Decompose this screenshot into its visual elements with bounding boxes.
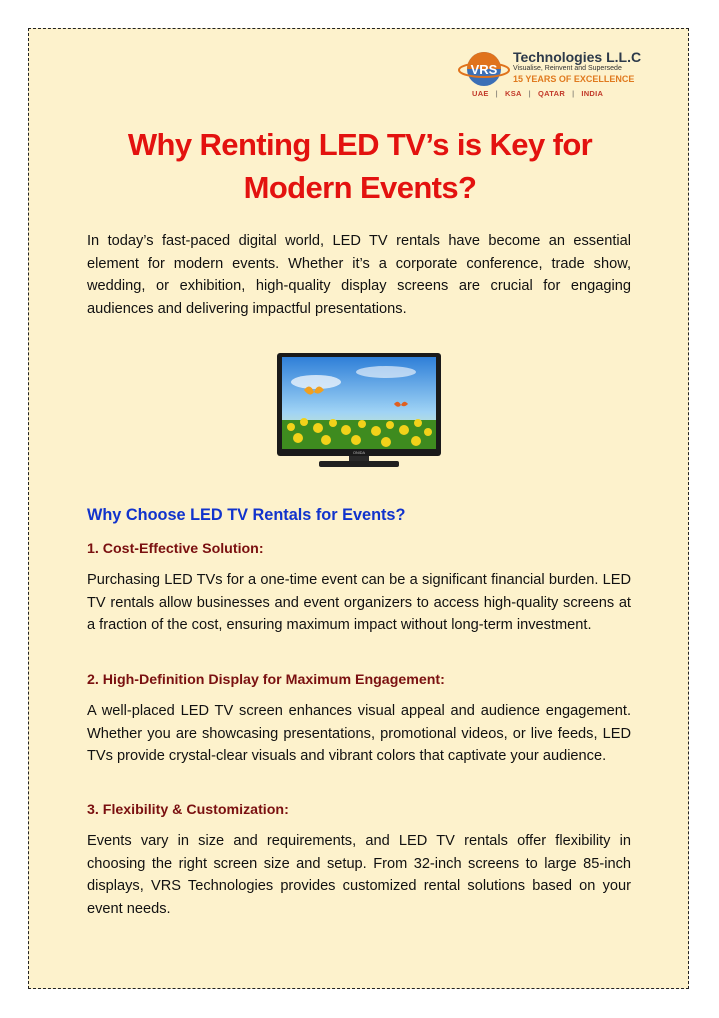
document-title: Why Renting LED TV’s is Key for Modern Events? (127, 127, 593, 205)
region-uae: UAE (472, 89, 489, 98)
region-qatar: QATAR (538, 89, 566, 98)
paragraph-cost-effective: Purchasing LED TVs for a one-time event can be a significant financial burden. LED TV rentals allow businesses and event organizers to access high-quality screens at a fraction of the cost, ensuring maximum impact without long-term investment. (87, 572, 631, 634)
tv-image (276, 352, 442, 470)
logo-tagline: Visualise, Reinvent and Supersede (513, 65, 622, 72)
intro-paragraph: In today’s fast-paced digital world, LED TV rentals have become an essential element for modern events. Whether it’s a corporate conference, trade show, wedding, or exhibition, high-quality display screens are crucial for engaging audiences and delivering impactful presentations. (87, 233, 631, 318)
tv-brand-label: ONIDA (352, 451, 366, 455)
region-india: INDIA (581, 89, 604, 98)
tv-stand (319, 461, 399, 467)
subheading-high-definition: 2. High-Definition Display for Maximum Engagement: (87, 672, 445, 688)
company-logo (458, 49, 642, 101)
subheading-flexibility: 3. Flexibility & Customization: (87, 802, 289, 818)
globe-logo-icon (458, 49, 514, 89)
section-heading: Why Choose LED TV Rentals for Events? (87, 506, 406, 524)
logo-mark-text: VRS (470, 62, 498, 77)
region-ksa: KSA (505, 89, 522, 98)
paragraph-flexibility: Events vary in size and requirements, and LED TV rentals offer flexibility in choosing the right screen size and setup. From 32-inch screens to large 85-inch displays, VRS Technologies provides customized rental solutions based on your event needs. (87, 833, 631, 918)
logo-years: 15 YEARS OF EXCELLENCE (513, 74, 635, 84)
logo-regions: UAE | KSA | QATAR | INDIA (472, 89, 604, 98)
subheading-cost-effective: 1. Cost-Effective Solution: (87, 541, 264, 557)
logo-company-name: Technologies L.L.C (513, 49, 642, 65)
paragraph-high-definition: A well-placed LED TV screen enhances visual appeal and audience engagement. Whether you are showcasing presentations, promotional videos, or live feeds, LED TVs provide crystal-clear visuals and vibrant colors that captivate your audience. (87, 703, 631, 765)
